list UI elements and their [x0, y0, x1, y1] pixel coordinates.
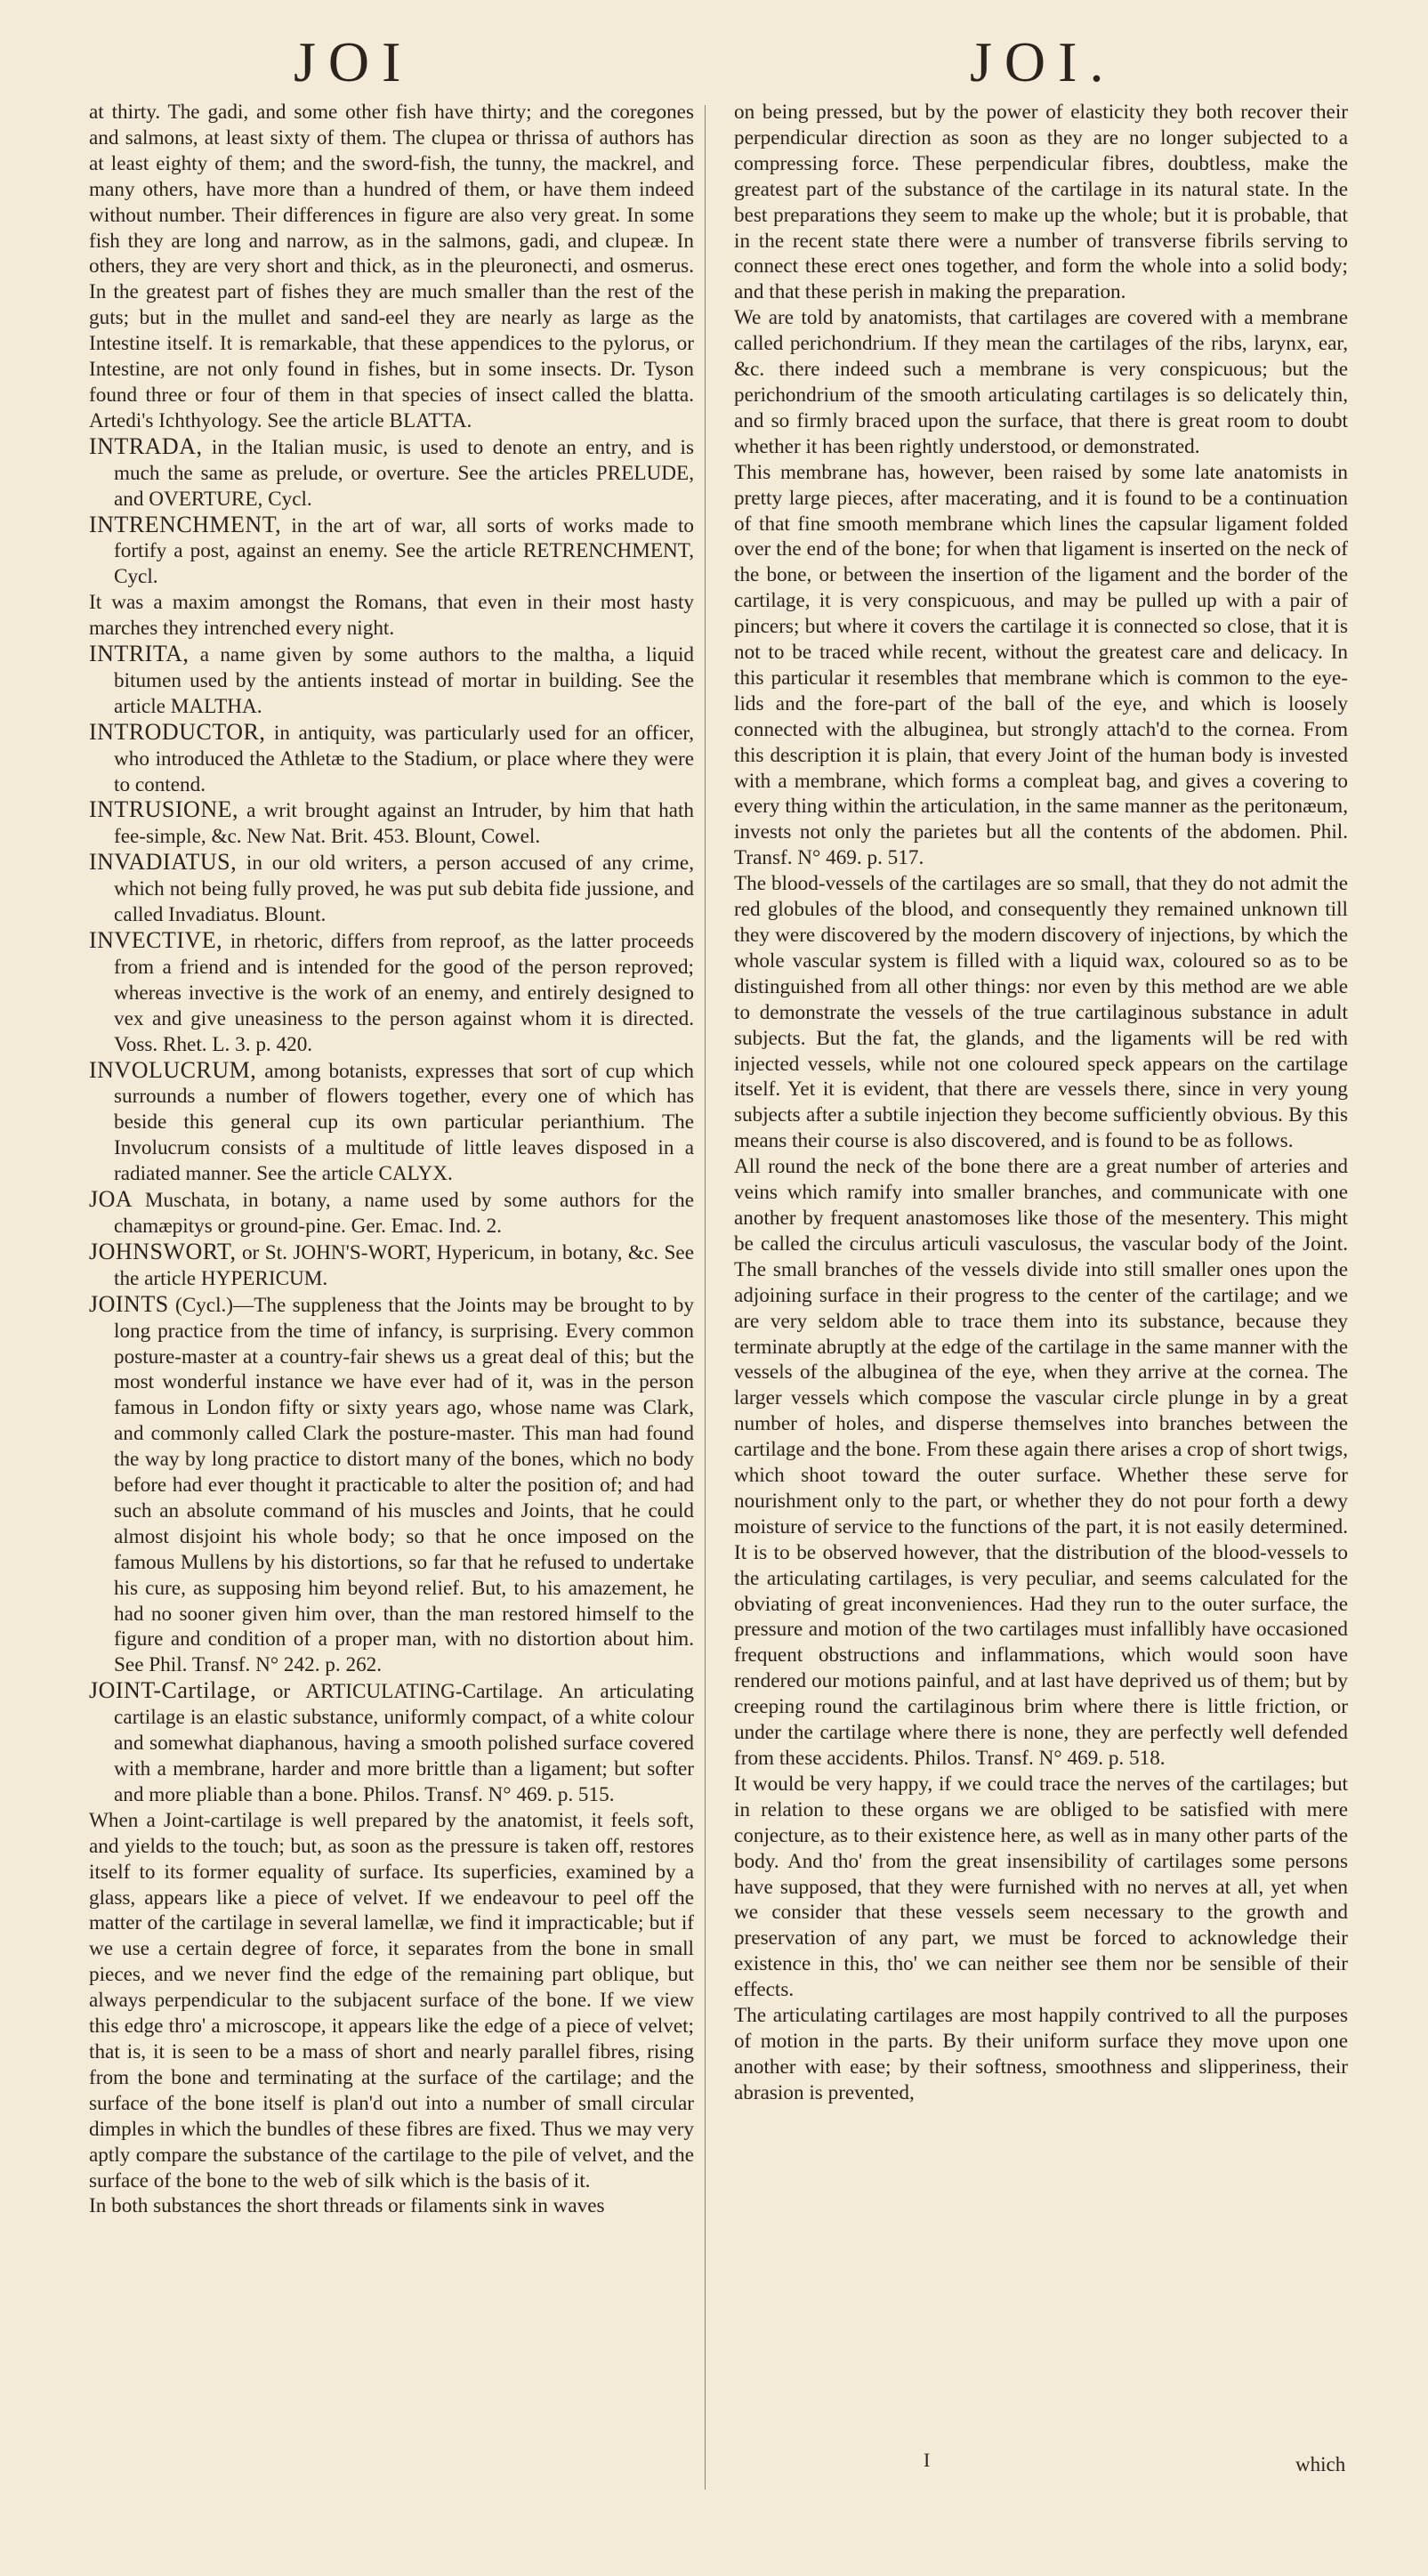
- entry-text: among botanists, expresses that sort of cup which surrounds a number of flowers together, every one of which has beside this general cup its own particular perianthium. The Involucrum consists of a multitude of little leaves disposed in a radiated manner. See the article CALYX.: [114, 1059, 694, 1186]
- column-rule: [705, 105, 706, 2490]
- entry-headword: INVADIATUS,: [89, 849, 238, 876]
- entry-text: a writ brought against an Intruder, by him that hath fee-simple, &c. New Nat. Brit. 453. Blount, Cowel.: [114, 799, 694, 849]
- paragraph: In both substances the short threads or filaments sink in waves: [89, 2194, 605, 2218]
- entry-headword: INTRADA,: [89, 432, 203, 459]
- entry-text: in antiquity, was particularly used for an officer, who introduced the Athletæ to the Stadium, or place where they were to contend.: [114, 721, 694, 796]
- dictionary-entry: [89, 1292, 694, 1679]
- paragraph: The blood-vessels of the cartilages are so small, that they do not admit the red globules of the blood, and consequently they remained unknown till they were discovered by the modern discovery of injections, by which the whole vascular system is filled with a liquid wax, coloured so as to be distinguished from all other things: nor even by this method are we able to demonstrate the vessels of the true cartilaginous substance in adult subjects. But the fat, the glands, and the ligaments will be red with injected vessels, while not one coloured speck appears on the cartilage itself. Yet it is evident, that there are vessels there, since in very young subjects after a subtile injection they become sufficiently obvious. By this means their course is also discovered, and is found to be as follows.: [734, 872, 1348, 1153]
- entry-headword: JOINT-Cartilage,: [89, 1677, 257, 1704]
- dictionary-entry: [89, 1187, 694, 1240]
- entry-text: in the Italian music, is used to denote an entry, and is much the same as prelude, or overture. See the articles PRELUDE, and OVERTURE, Cycl.: [114, 435, 694, 511]
- entry-text: in our old writers, a person accused of any crime, which not being fully proved, he was put sub debita fide jussione, and called Invadiatus. Blount.: [114, 852, 694, 927]
- entry-text: or ARTICULATING-Cartilage. An articulating cartilage is an elastic substance, uniformly compact, of a white colour and somewhat diaphanous, having a smooth polished surface covered with a membrane, harder and more brittle than a ligament; but softer and more pliable than a bone. Philos. Transf. N° 469. p. 515.: [114, 1680, 694, 1806]
- entry-headword: INTRUSIONE,: [89, 796, 238, 823]
- running-head-left: JOI: [294, 30, 414, 93]
- entry-headword: JOHNSWORT,: [89, 1238, 237, 1264]
- entry-headword: INVOLUCRUM,: [89, 1056, 257, 1083]
- dictionary-entry: [89, 642, 694, 720]
- entry-headword: JOA: [89, 1186, 133, 1213]
- paragraph: It would be very happy, if we could trace the nerves of the cartilages; but in relation to these organs we are obliged to be satisfied with mere conjecture, as to their existence here, as well as in many other parts of the body. And tho' from the great insensibility of cartilages some persons have supposed, that they were furnished with no nerves at all, yet when we consider that these vessels seem necessary to the growth and preservation of any part, we must be forced to acknowledge their existence in this, tho' we can neither see them nor be sensible of their effects.: [734, 1772, 1348, 2002]
- paragraph: When a Joint-cartilage is well prepared by the anatomist, it feels soft, and yields to the touch; but, as soon as the pressure is taken off, restores itself to its former equality of surface. Its superficies, examined by a glass, appears like a piece of velvet. If we endeavour to peel off the matter of the cartilage in several lamellæ, we find it impracticable; but if we use a certain degree of force, it separates from the bone in small pieces, and we never find the edge of the remaining part oblique, but always perpendicular to the subjacent surface of the bone. If we view this edge thro' a microscope, it appears like the edge of a piece of velvet; that is, it is seen to be a mass of short and nearly parallel fibres, rising from the bone and terminating at the surface of the cartilage; and the surface of the bone itself is plan'd out into a number of small circular dimples in which the bundles of these fibres are fixed. Thus we may very aptly compare the substance of the cartilage to the pile of velvet, and the surface of the bone to the web of silk which is the basis of it.: [89, 1808, 694, 2192]
- dictionary-entry: [89, 513, 694, 591]
- left-column: [89, 100, 694, 2219]
- entry-text: a name given by some authors to the maltha, a liquid bitumen used by the antients instead of mortar in building. See the article MALTHA.: [114, 643, 694, 718]
- dictionary-entry: [89, 1678, 694, 1808]
- entry-headword: INVECTIVE,: [89, 927, 223, 953]
- dictionary-entry: [89, 1058, 694, 1188]
- entry-text: Muschata, in botany, a name used by some authors for the chamæpitys or ground-pine. Ger. Emac. Ind. 2.: [114, 1189, 694, 1238]
- entry-text: (Cycl.)—The suppleness that the Joints may be brought to by long practice from the time of infancy, is surprising. Every common posture-master at a country-fair shews us a great deal of this; but the most wonderful instance we have ever had of it, was in the person famous in London fifty or sixty years ago, whose name was Clark, and commonly called Clark the posture-master. This man had found the way by long practice to distort many of the bones, which no body before had ever thought it practicable to alter the position of; and had such an absolute command of his muscles and Joints, that he could almost disjoint his whole body; so that he once imposed on the famous Mullens by his distortions, so far that he refused to undertake his cure, as supposing him beyond relief. But, to his amazement, he had no sooner given him over, than the man restored himself to the figure and condition of a proper man, with no distortion about him. See Phil. Transf. N° 242. p. 262.: [114, 1293, 694, 1677]
- dictionary-entry: [89, 434, 694, 513]
- dictionary-entry: [89, 1240, 694, 1292]
- paragraph: The articulating cartilages are most happily contrived to all the purposes of motion in the parts. By their uniform surface they move upon one another with ease; by their softness, smoothness and slipperiness, their abrasion is prevented,: [734, 2004, 1348, 2104]
- paragraph: on being pressed, but by the power of elasticity they both recover their perpendicular direction as soon as they are no longer subjected to a compressing force. These perpendicular fibres, doubtless, make the greatest part of the substance of the cartilage in its natural state. In the best preparations they seem to make up the whole; but it is probable, that in the recent state there were a number of transverse fibrils serving to connect these erect ones together, and form the whole into a solid body; and that these perish in making the preparation.: [734, 101, 1348, 304]
- entry-headword: JOINTS: [89, 1290, 169, 1317]
- catchword: which: [1295, 2453, 1346, 2475]
- paragraph: at thirty. The gadi, and some other fish have thirty; and the coregones and salmons, at least sixty of them. The clupea or thrissa of authors has at least eighty of them; and the sword-fish, the tunny, the mackrel, and many others, have more than a hundred of them, or have them indeed without number. Their differences in figure are also very great. In some fish they are long and narrow, as in the salmons, gadi, and clupeæ. In others, they are very short and thick, as in the pleuronecti, and osmerus. In the greatest part of fishes they are much smaller than the rest of the guts; but in the mullet and sand-eel they are nearly as large as the Intestine itself. It is remarkable, that these appendices to the pylorus, or Intestine, are not only found in fishes, but in some insects. Dr. Tyson found three or four of them in that species of insect called the blatta. Artedi's Ichthyology. See the article BLATTA.: [89, 101, 694, 432]
- entry-text: in rhetoric, differs from reproof, as the latter proceeds from a friend and is intended for the good of the person reproved; whereas invective is the work of an enemy, and entirely designed to vex and give uneasiness to the person against whom it is directed. Voss. Rhet. L. 3. p. 420.: [114, 930, 694, 1056]
- signature-mark: I: [924, 2449, 931, 2471]
- entry-text: in the art of war, all sorts of works made to fortify a post, against an enemy. See the article RETRENCHMENT, Cycl.: [114, 513, 694, 589]
- paragraph: We are told by anatomists, that cartilages are covered with a membrane called perichondrium. If they mean the cartilages of the ribs, larynx, ear, &c. there indeed such a membrane is very conspicuous; but the perichondrium of the smooth articulating cartilages is so delicately thin, and so firmly braced upon the surface, that there is great room to doubt whether it has been rightly understood, or demonstrated.: [734, 306, 1348, 458]
- paragraph: All round the neck of the bone there are a great number of arteries and veins which ramify into smaller branches, and communicate with one another by frequent anastomoses like those of the mesentery. This might be called the circulus articuli vasculosus, the vascular body of the Joint. The small branches of the vessels divide into still smaller ones upon the adjoining surface in their progress to the center of the cartilage; and we are very seldom able to trace them into its substance, because they terminate abruptly at the edge of the cartilage in the same manner with the vessels of the albuginea of the eye, when they arrive at the cornea. The larger vessels which compose the vascular circle plunge in by a great number of holes, and disperse themselves into branches between the cartilage and the bone. From these again there arises a crop of short twigs, which shoot toward the outer surface. Whether these serve for nourishment only to the part, or whether they do not pour forth a dewy moisture of service to the functions of the part, it is not easily determined. It is to be observed however, that the distribution of the blood-vessels to the articulating cartilages, is very peculiar, and seems calculated for the obviating of great inconveniences. Had they run to the outer surface, the pressure and motion of the two cartilages must infallibly have occasioned frequent obstructions and inflammations, which would soon have rendered our motions painful, and at last have deprived us of them; but by creeping round the cartilaginous brim where there is little friction, or under the cartilage where there is none, they are perfectly well defended from these accidents. Philos. Transf. N° 469. p. 518.: [734, 1155, 1348, 1770]
- entry-text: or St. JOHN'S-WORT, Hypericum, in botany, &c. See the article HYPERICUM.: [114, 1240, 694, 1290]
- dictionary-entry: [89, 850, 694, 928]
- entry-headword: INTRITA,: [89, 641, 190, 667]
- entry-headword: INTRODUCTOR,: [89, 718, 266, 745]
- entry-headword: INTRENCHMENT,: [89, 511, 282, 537]
- right-column: [734, 100, 1348, 2106]
- paragraph: It was a maxim amongst the Romans, that even in their most hasty marches they intrenched every night.: [89, 591, 694, 641]
- dictionary-entry: [89, 797, 694, 850]
- dictionary-entry: [89, 928, 694, 1058]
- dictionary-entry: [89, 720, 694, 798]
- paragraph: This membrane has, however, been raised by some late anatomists in pretty large pieces, after macerating, and it is found to be a continuation of that fine smooth membrane which lines the capsular ligament folded over the end of the bone; for when that ligament is inserted on the neck of the bone, or between the insertion of the ligament and the border of the cartilage, it is very conspicuous, and may be pulled up with a pair of pincers; but where it covers the cartilage it is connected so close, that it is not to be traced while recent, without the greatest care and delicacy. In this particular it resembles that membrane which is common to the eye-lids and the fore-part of the ball of the eye, and which is loosely connected with the albuginea, but strongly attach'd to the cornea. From this description it is plain, that every Joint of the human body is invested with a membrane, which forms a compleat bag, and gives a covering to every thing within the articulation, in the same manner as the peritonæum, invests not only the parietes but all the contents of the abdomen. Phil. Transf. N° 469. p. 517.: [734, 460, 1348, 870]
- running-head-right: JOI.: [970, 30, 1117, 93]
